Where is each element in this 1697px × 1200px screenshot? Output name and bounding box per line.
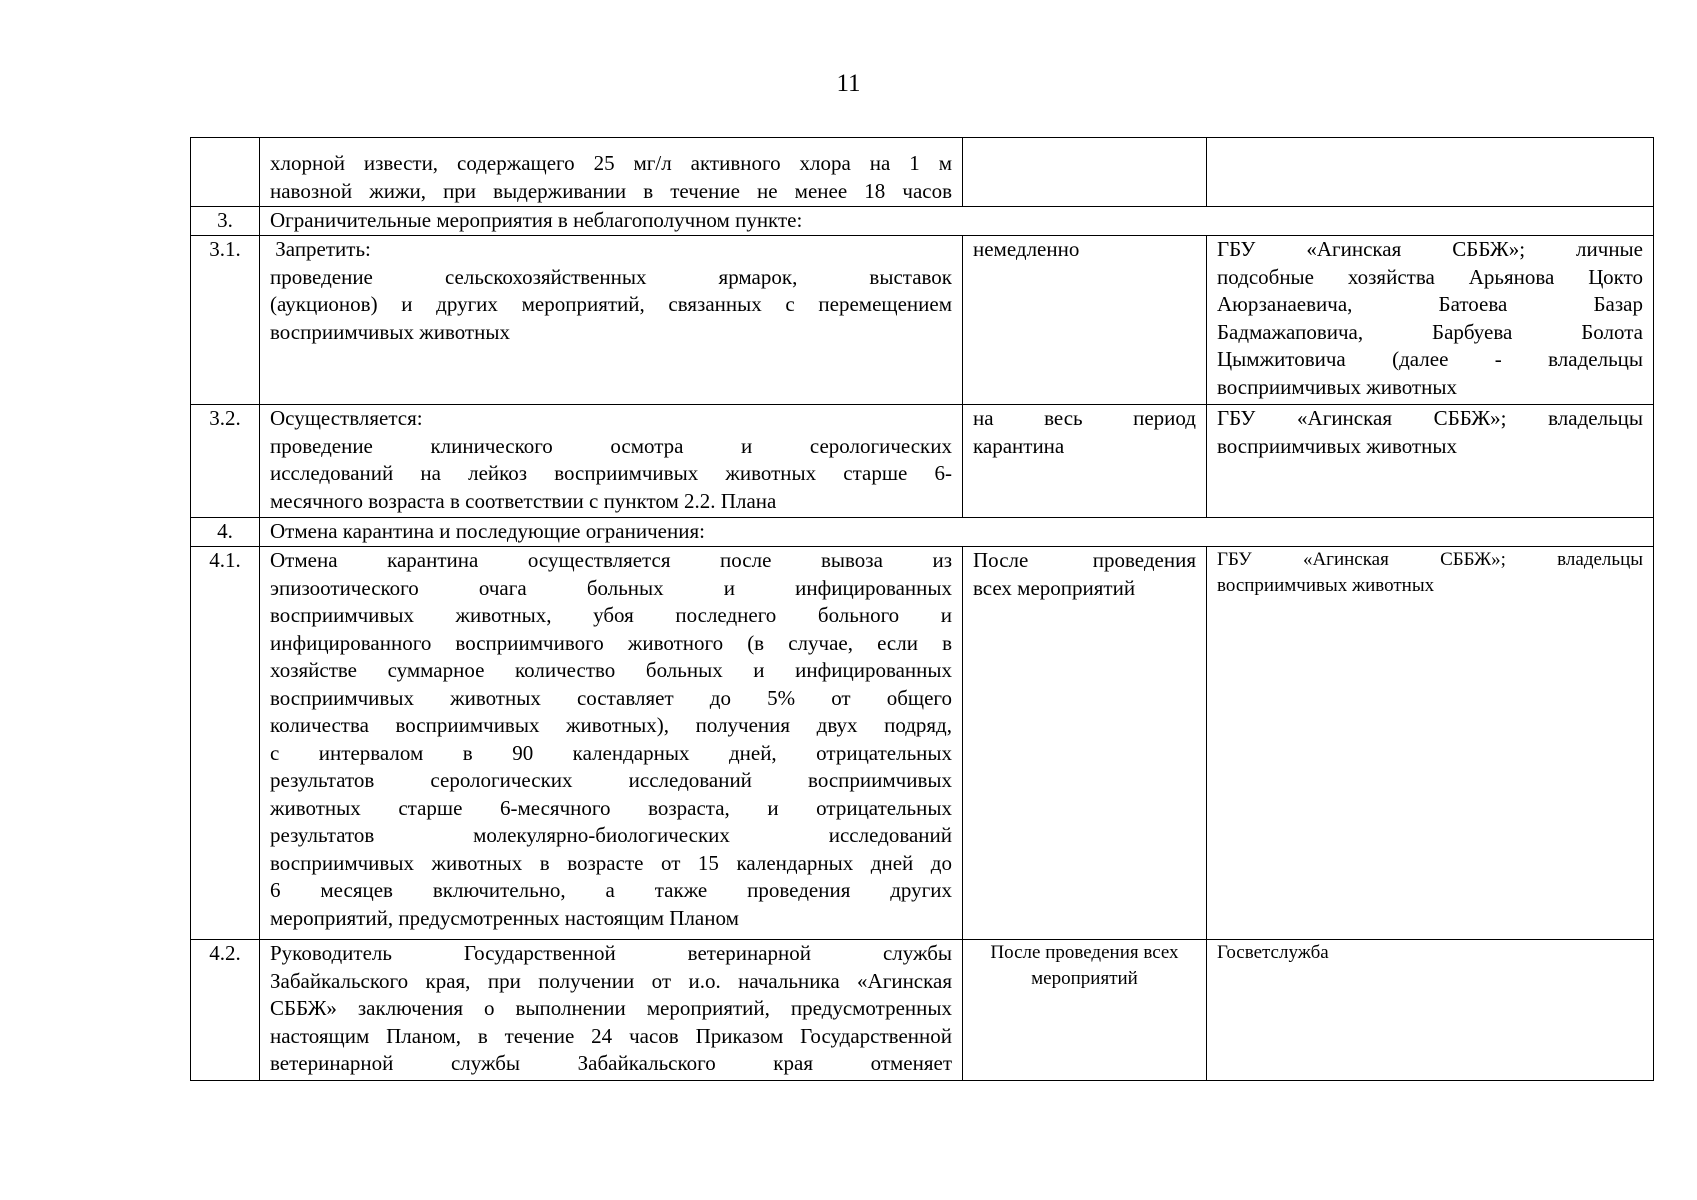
measure-line: инфицированного восприимчивого животного (в случае, если в xyxy=(270,630,952,655)
row-number: 4.2. xyxy=(191,940,260,1081)
measure-line: животных старше 6-месячного возраста, и отрицательных xyxy=(270,795,952,820)
term-cell: немедленно xyxy=(963,236,1207,405)
measure-cell xyxy=(260,138,963,207)
responsible-line: Аюрзанаевича, Батоева Базар xyxy=(1217,292,1643,316)
responsible-line: Цымжитовича (далее - владельцы xyxy=(1217,347,1643,371)
measure-line: навозной жижи, при выдерживании в течение не менее 18 часов xyxy=(270,178,952,203)
plan-table xyxy=(190,137,1654,1081)
term-line: на весь период xyxy=(973,406,1196,430)
measure-cell xyxy=(260,940,963,1081)
measure-line: Руководитель Государственной ветеринарной службы xyxy=(270,941,952,965)
responsible-cell xyxy=(1207,236,1654,405)
measure-cell xyxy=(260,405,963,518)
row-number: 3.2. xyxy=(191,405,260,518)
measure-line: Отмена карантина осуществляется после вывоза из xyxy=(270,548,952,572)
page-number: 11 xyxy=(836,70,861,97)
row-number: 4. xyxy=(191,518,260,547)
responsible-line: ГБУ «Агинская СББЖ»; личные xyxy=(1217,237,1643,261)
measure-line: проведение сельскохозяйственных ярмарок, выставок xyxy=(270,264,952,289)
row-number: 3.1. xyxy=(191,236,260,405)
measure-line: восприимчивых животных в возрасте от 15 календарных дней до xyxy=(270,850,952,875)
responsible-cell xyxy=(1207,138,1654,207)
responsible-line: подсобные хозяйства Арьянова Цокто xyxy=(1217,264,1643,289)
responsible-line: ГБУ «Агинская СББЖ»; владельцы xyxy=(1217,406,1643,430)
measure-line: восприимчивых животных, убоя последнего больного и xyxy=(270,603,952,627)
measure-line: месячного возраста в соответствии с пунктом 2.2. Плана xyxy=(270,488,777,513)
measure-cell xyxy=(260,547,963,940)
responsible-line: восприимчивых животных xyxy=(1217,575,1435,596)
section-title: Ограничительные мероприятия в неблагополучном пункте: xyxy=(260,207,1654,236)
term-line: После проведения xyxy=(973,548,1196,572)
measure-line: с интервалом в 90 календарных дней, отрицательных xyxy=(270,740,952,765)
row-number: 4.1. xyxy=(191,547,260,940)
responsible-line: восприимчивых животных xyxy=(1217,433,1457,458)
measure-line: проведение клинического осмотра и серологических xyxy=(270,433,952,458)
term-line: После проведения всех xyxy=(990,942,1179,963)
measure-line: Запретить: xyxy=(270,237,371,261)
measure-line: (аукционов) и других мероприятий, связанных с перемещением xyxy=(270,292,952,316)
measure-cell xyxy=(260,236,963,405)
term-line: карантина xyxy=(973,433,1065,458)
measure-line: результатов молекулярно-биологических исследований xyxy=(270,823,952,847)
measure-line: хлорной извести, содержащего 25 мг/л активного хлора на 1 м xyxy=(270,151,952,175)
responsible-line: восприимчивых животных xyxy=(1217,374,1457,399)
measure-line: исследований на лейкоз восприимчивых животных старше 6- xyxy=(270,461,952,485)
measure-line: Осуществляется: xyxy=(270,406,423,430)
section-row xyxy=(191,518,1654,547)
responsible-line: ГБУ «Агинская СББЖ»; владельцы xyxy=(1217,549,1643,570)
responsible-cell xyxy=(1207,405,1654,518)
table-row xyxy=(191,547,1654,940)
table-row xyxy=(191,405,1654,518)
row-number: 3. xyxy=(191,207,260,236)
measure-line: количества восприимчивых животных), получения двух подряд, xyxy=(270,713,952,737)
measure-line: ветеринарной службы Забайкальского края отменяет xyxy=(270,1051,952,1075)
section-row xyxy=(191,207,1654,236)
measure-line: Забайкальского края, при получении от и.о. начальника «Агинская xyxy=(270,968,952,993)
measure-line: хозяйстве суммарное количество больных и инфицированных xyxy=(270,658,952,682)
measure-line: восприимчивых животных xyxy=(270,319,510,344)
term-line: всех мероприятий xyxy=(973,575,1136,600)
term-cell xyxy=(963,405,1207,518)
measure-line: мероприятий, предусмотренных настоящим Планом xyxy=(270,905,739,930)
measure-line: настоящим Планом, в течение 24 часов Приказом Государственной xyxy=(270,1023,952,1048)
term-cell xyxy=(963,547,1207,940)
measure-line: СББЖ» заключения о выполнении мероприятий, предусмотренных xyxy=(270,996,952,1020)
responsible-line: Бадмажаповича, Барбуева Болота xyxy=(1217,319,1643,344)
measure-line: результатов серологических исследований восприимчивых xyxy=(270,768,952,792)
table-row xyxy=(191,236,1654,405)
row-number xyxy=(191,138,260,207)
measure-line: 6 месяцев включительно, а также проведения других xyxy=(270,878,952,902)
term-cell xyxy=(963,940,1207,1081)
term-line: мероприятий xyxy=(1031,968,1138,989)
measure-line: восприимчивых животных составляет до 5% от общего xyxy=(270,685,952,710)
table-row xyxy=(191,138,1654,207)
section-title: Отмена карантина и последующие ограничения: xyxy=(260,518,1654,547)
table-row xyxy=(191,940,1654,1081)
term-cell xyxy=(963,138,1207,207)
responsible-cell xyxy=(1207,547,1654,940)
responsible-cell: Госветслужба xyxy=(1207,940,1654,1081)
measure-line: эпизоотического очага больных и инфицированных xyxy=(270,575,952,600)
